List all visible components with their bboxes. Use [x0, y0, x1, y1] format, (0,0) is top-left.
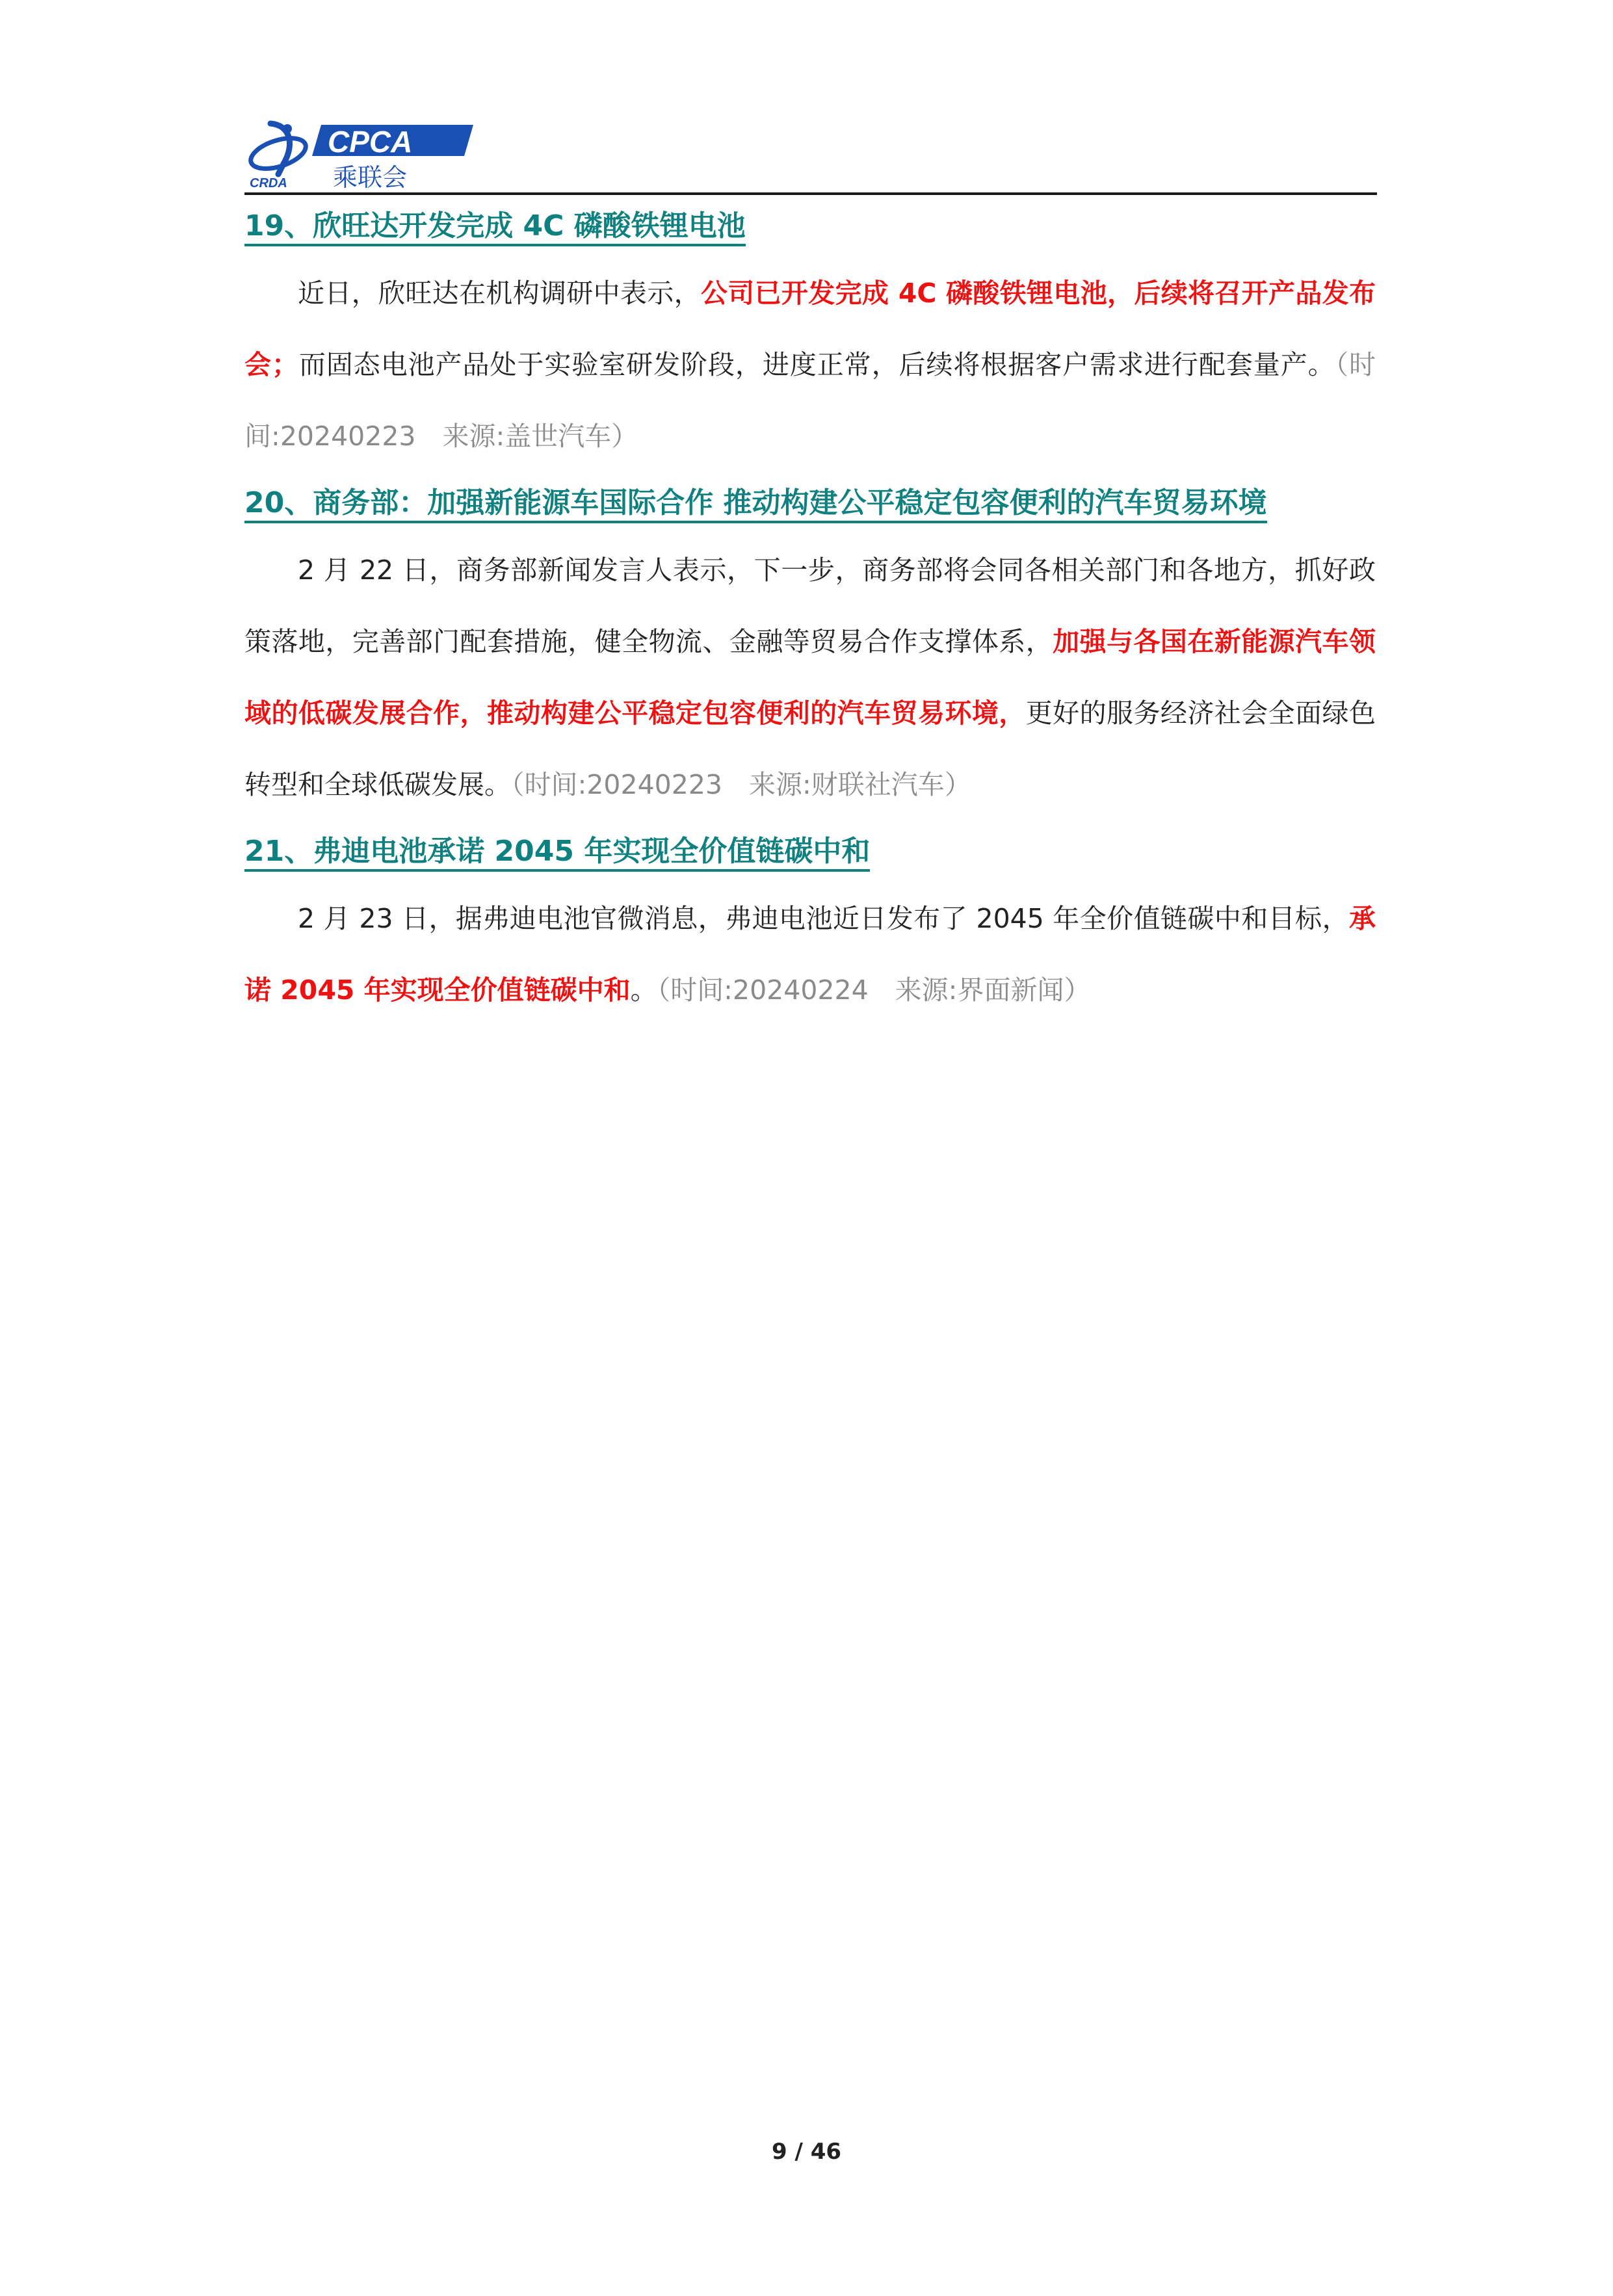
section-paragraph: 2 月 23 日，据弗迪电池官微消息，弗迪电池近日发布了 2045 年全价值链碳中和目标，承诺 2045 年实现全价值链碳中和。（时间:20240224 来源:界面新闻） — [244, 903, 1376, 1006]
logo-text: CPCA — [328, 125, 413, 159]
section-title: 19、欣旺达开发完成 4C 磷酸铁锂电池 — [244, 195, 1376, 257]
section-title: 21、弗迪电池承诺 2045 年实现全价值链碳中和 — [244, 820, 1376, 883]
section-paragraph: 近日，欣旺达在机构调研中表示，公司已开发完成 4C 磷酸铁锂电池，后续将召开产品发布会；而固态电池产品处于实验室研发阶段，进度正常，后续将根据客户需求进行配套量产。（时间:20240223 来源:盖世汽车） — [244, 278, 1376, 452]
section-paragraph: 2 月 22 日，商务部新闻发言人表示，下一步，商务部将会同各相关部门和各地方，抓好政策落地，完善部门配套措施，健全物流、金融等贸易合作支撑体系，加强与各国在新能源汽车领域的低碳发展合作，推动构建公平稳定包容便利的汽车贸易环境，更好的服务经济社会全面绿色转型和全球低碳发展。（时间:20240223 来源:财联社汽车） — [244, 554, 1376, 800]
news-item-19 — [244, 195, 1376, 472]
highlight-text: 承诺 2045 年实现全价值链碳中和 — [244, 903, 1376, 1006]
document-body — [244, 195, 1376, 1026]
page-header — [244, 112, 1376, 194]
source-meta: （时间:20240223 来源:盖世汽车） — [244, 349, 1376, 452]
svg-text:CRDA: CRDA — [250, 176, 287, 190]
logo-subtext: 乘联会 — [333, 163, 408, 191]
news-item-21 — [244, 820, 1376, 1026]
highlight-text: 加强与各国在新能源汽车领域的低碳发展合作，推动构建公平稳定包容便利的汽车贸易环境， — [244, 626, 1376, 729]
page-number: 9 / 46 — [771, 2139, 842, 2165]
cpca-emblem-icon — [247, 124, 309, 190]
section-title: 20、商务部：加强新能源车国际合作 推动构建公平稳定包容便利的汽车贸易环境 — [244, 472, 1376, 534]
source-meta: （时间:20240223 来源:财联社汽车） — [511, 769, 971, 800]
source-meta: （时间:20240224 来源:界面新闻） — [657, 974, 1091, 1006]
cpca-logo — [244, 118, 479, 191]
news-item-20 — [244, 472, 1376, 820]
highlight-text: 公司已开发完成 4C 磷酸铁锂电池，后续将召开产品发布会； — [244, 278, 1376, 380]
